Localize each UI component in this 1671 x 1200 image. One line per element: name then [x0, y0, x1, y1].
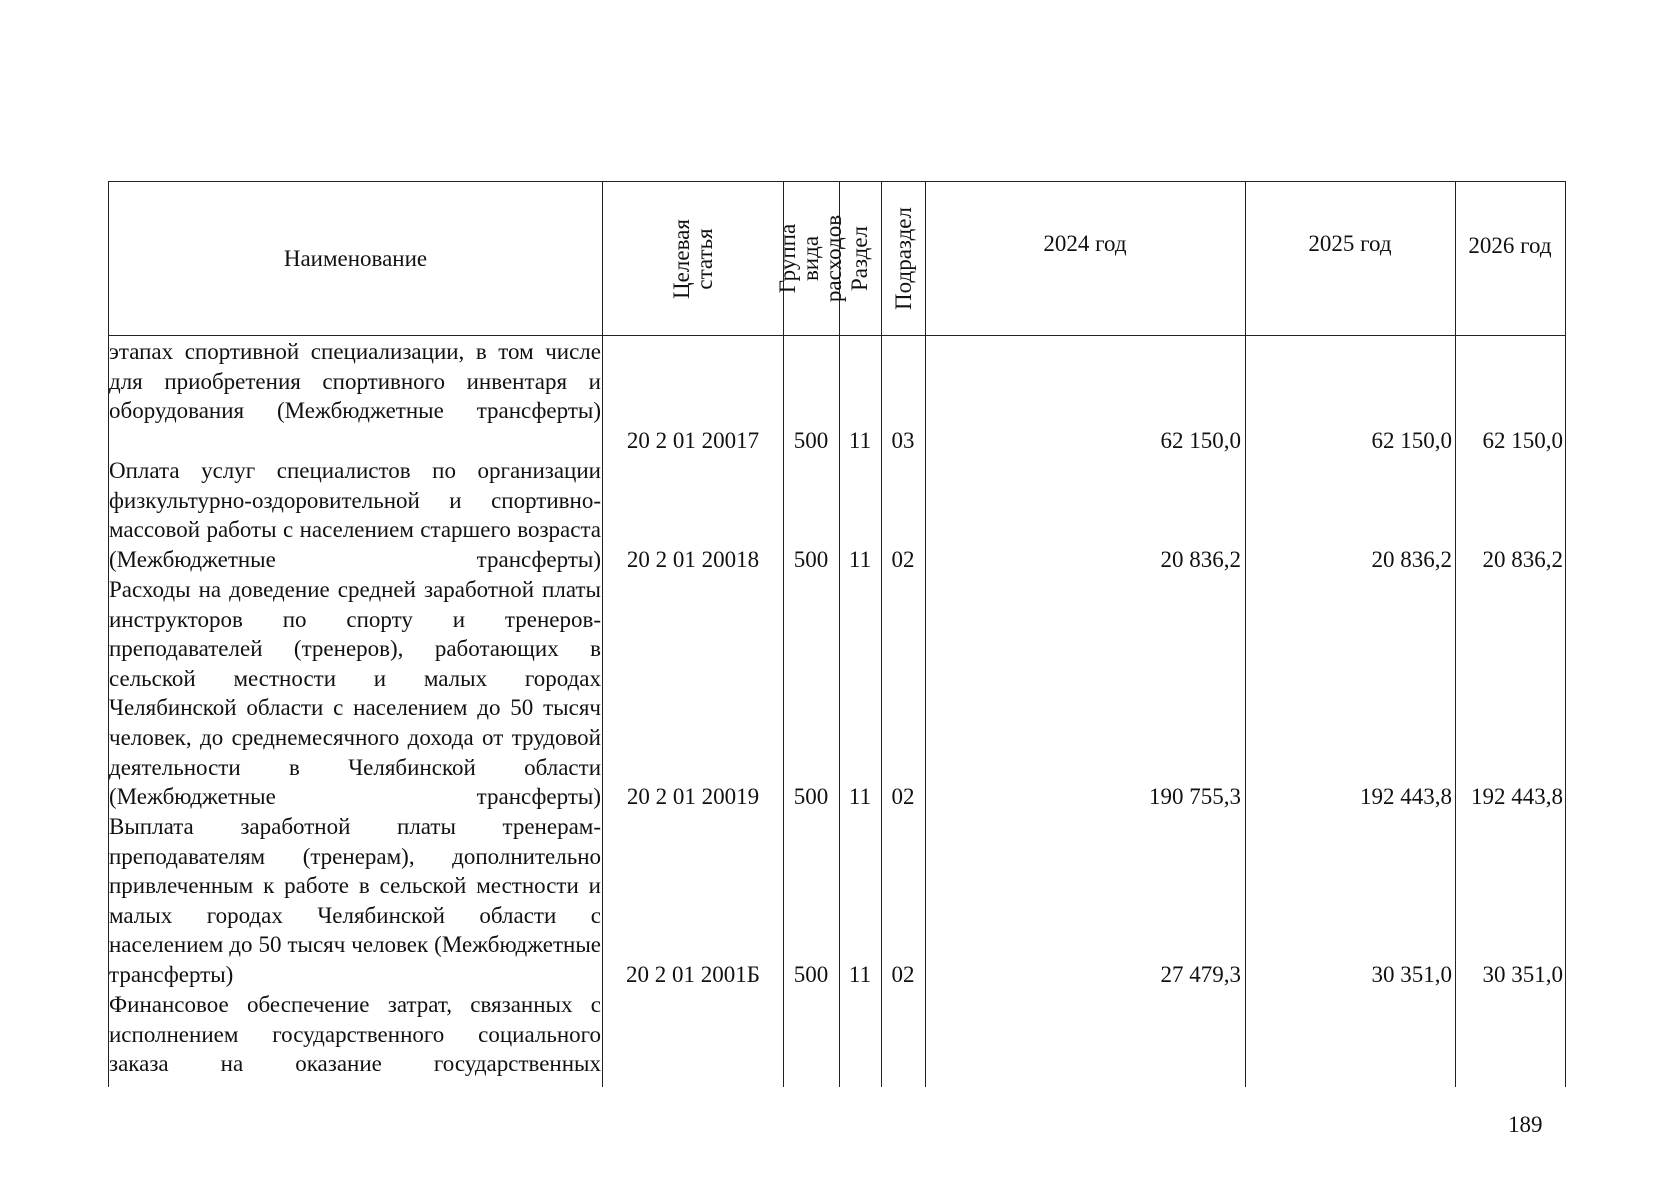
row-section: 11 [848, 428, 872, 453]
row-code: 20 2 01 2001Б [626, 962, 760, 987]
header-subsection: Подраздел [890, 207, 916, 310]
row-group: 500 [793, 784, 829, 809]
row-group: 500 [793, 547, 829, 572]
col-divider [1245, 182, 1246, 1087]
row-2025: 62 150,0 [1371, 428, 1452, 453]
header-target-article: Целевая статья [668, 218, 717, 299]
row-code: 20 2 01 20019 [626, 784, 760, 809]
row-section: 11 [848, 962, 872, 987]
header-section: Раздел [847, 225, 873, 292]
row-code: 20 2 01 20017 [626, 428, 760, 453]
row-group: 500 [793, 428, 829, 453]
row-subsection: 02 [891, 962, 915, 987]
header-expense-group: Группа вида расходов [775, 214, 847, 303]
row-2026: 192 443,8 [1471, 784, 1563, 809]
row-section: 11 [848, 784, 872, 809]
row-section: 11 [848, 547, 872, 572]
row-subsection: 02 [891, 547, 915, 572]
col-divider [925, 182, 926, 1087]
row-2026: 62 150,0 [1482, 428, 1563, 453]
row-code: 20 2 01 20018 [626, 547, 760, 572]
row-name: Выплата заработной платы тренерам-преподавателям (тренерам), дополнительно привлеченным к работе в сельской местности и малых городах Челябинской области с населением до 50 тысяч человек (Межбюджетные трансферты) [109, 814, 601, 987]
row-2025: 192 443,8 [1360, 784, 1452, 809]
header-year-2026: 2026 год [1468, 233, 1552, 258]
row-name: Расходы на доведение средней заработной платы инструкторов по спорту и тренеров-преподавателей (тренеров), работающих в сельской местности и малых городах Челябинской области с населением до 50 тысяч человек, до среднемесячного дохода от трудовой деятельности в Челябинской области (Межбюджетные трансферты) [109, 577, 601, 810]
row-name: Оплата услуг специалистов по организации физкультурно-оздоровительной и спортивно-массовой работы с населением старшего возраста (Межбюджетные трансферты) [109, 458, 601, 572]
header-year-2024: 2024 год [1043, 231, 1127, 256]
row-2024: 62 150,0 [1160, 428, 1241, 453]
header-divider [109, 335, 1565, 336]
col-divider [1455, 182, 1456, 1087]
row-group: 500 [793, 962, 829, 987]
header-year-2025: 2025 год [1308, 231, 1392, 256]
row-2024: 27 479,3 [1160, 962, 1241, 987]
row-name: этапах спортивной специализации, в том числе для приобретения спортивного инвентаря и оборудования (Межбюджетные трансферты) [109, 339, 601, 424]
budget-table [108, 181, 1566, 1087]
header-name: Наименование [283, 245, 428, 271]
row-2026: 20 836,2 [1482, 547, 1563, 572]
row-subsection: 03 [891, 428, 915, 453]
row-2026: 30 351,0 [1482, 962, 1563, 987]
row-2024: 190 755,3 [1149, 784, 1241, 809]
page-number: 189 [1508, 1112, 1543, 1137]
row-2024: 20 836,2 [1160, 547, 1241, 572]
row-subsection: 02 [891, 784, 915, 809]
row-2025: 30 351,0 [1371, 962, 1452, 987]
row-2025: 20 836,2 [1371, 547, 1452, 572]
row-name: Финансовое обеспечение затрат, связанных с исполнением государственного социального заказа на оказание государственных [109, 992, 601, 1077]
